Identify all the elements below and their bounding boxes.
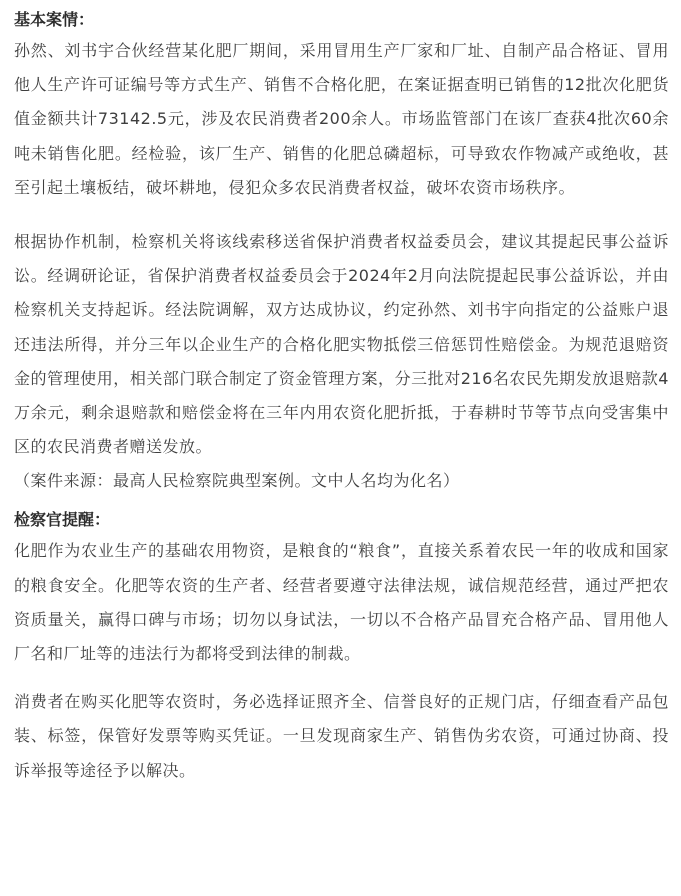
case-source-note: （案件来源：最高人民检察院典型案例。文中人名均为化名） bbox=[14, 471, 460, 491]
case-paragraph-facts: 孙然、刘书宇合伙经营某化肥厂期间，采用冒用生产厂家和厂址、自制产品合格证、冒用他人生产许可证编号等方式生产、销售不合格化肥，在案证据查明已销售的12批次化肥货值金额共计73142.5元，涉及农民消费者200余人。市场监管部门在该厂查获4批次60余吨未销售化肥。经检验，该厂生产、销售的化肥总磷超标，可导致农作物减产或绝收，甚至引起土壤板结，破坏耕地，侵犯众多农民消费者权益，破坏农资市场秩序。 bbox=[14, 41, 669, 197]
case-paragraph-litigation: 根据协作机制，检察机关将该线索移送省保护消费者权益委员会，建议其提起民事公益诉讼。经调研论证，省保护消费者权益委员会于2024年2月向法院提起民事公益诉讼，并由检察机关支持起诉。经法院调解，双方达成协议，约定孙然、刘书宇向指定的公益账户退还违法所得，并分三年以企业生产的合格化肥实物抵偿三倍惩罚性赔偿金。为规范退赔资金的管理使用，相关部门联合制定了资金管理方案，分三批对216名农民先期发放退赔款4万余元，剩余退赔款和赔偿金将在三年内用农资化肥折抵，于春耕时节等节点向受害集中区的农民消费者赠送发放。 bbox=[14, 232, 669, 457]
paragraph-gap bbox=[14, 671, 669, 685]
paragraph-gap bbox=[14, 205, 669, 225]
reminder-paragraph-consumers: 消费者在购买化肥等农资时，务必选择证照齐全、信誉良好的正规门店，仔细查看产品包装、标签，保管好发票等购买凭证。一旦发现商家生产、销售伪劣农资，可通过协商、投诉举报等途径予以解决。 bbox=[14, 692, 669, 780]
section-gap bbox=[14, 498, 669, 506]
reminder-paragraph-producers: 化肥作为农业生产的基础农用物资，是粮食的“粮食”，直接关系着农民一年的收成和国家的粮食安全。化肥等农资的生产者、经营者要遵守法律法规，诚信规范经营，通过严把农资质量关，赢得口碑与市场；切勿以身试法，一切以不合格产品冒充合格产品、冒用他人厂名和厂址等的违法行为都将受到法律的制裁。 bbox=[14, 541, 669, 664]
reminder-heading: 检察官提醒： bbox=[14, 510, 111, 530]
article-body bbox=[14, 6, 669, 788]
case-heading: 基本案情： bbox=[14, 10, 95, 29]
